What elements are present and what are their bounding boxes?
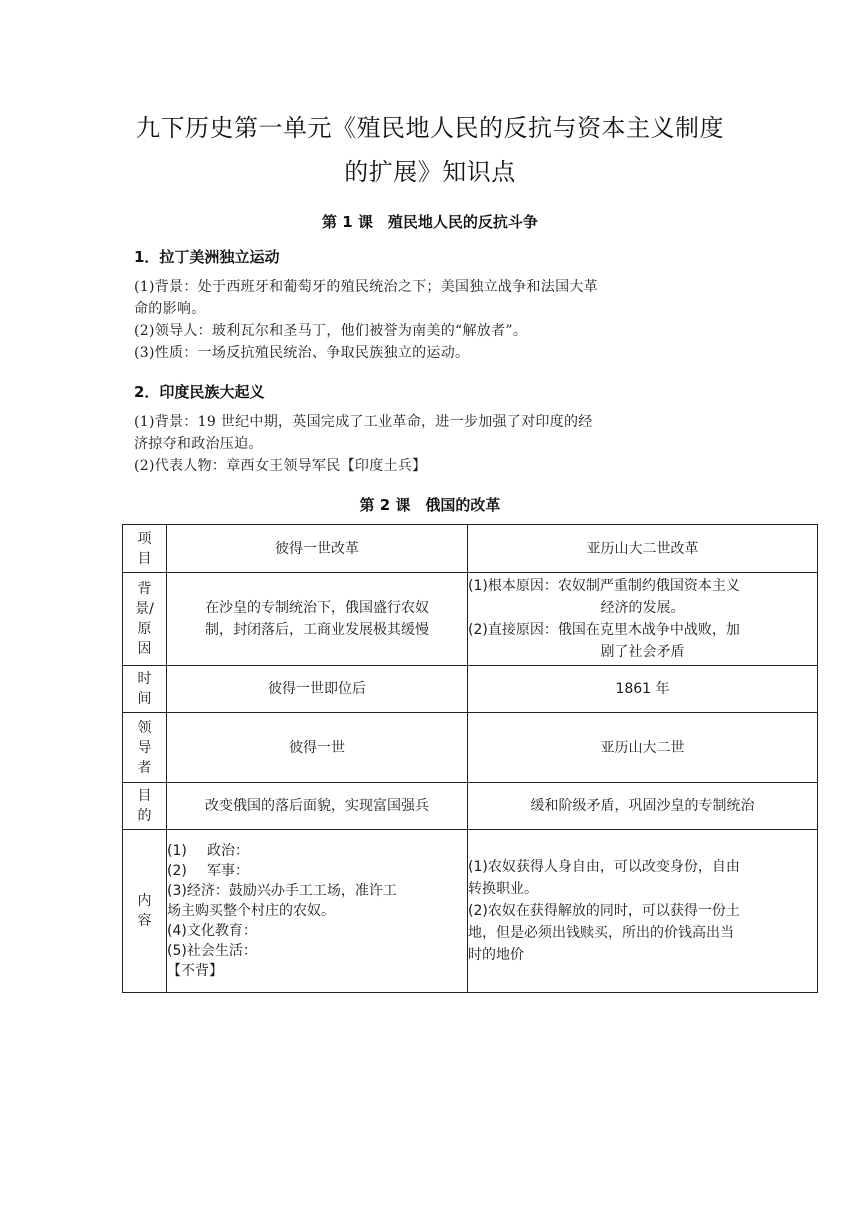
label-char: 时: [137, 671, 152, 687]
table-cell-label: [123, 666, 167, 713]
label-char: 者: [137, 759, 152, 776]
table-cell-peter: 彼得一世: [167, 713, 468, 783]
cell-line: [167, 841, 467, 861]
label-char: 的: [137, 808, 152, 824]
cell-line: 剧了社会矛盾: [600, 644, 685, 660]
table-cell-peter: [167, 573, 468, 666]
table-header-row: [123, 525, 818, 573]
label-char: 目: [137, 788, 152, 804]
table-row: [123, 666, 818, 713]
cell-line: 地，但是必须出钱赎买，所出的价钱高出当: [468, 925, 734, 941]
table-cell-alexander: [468, 830, 818, 993]
cell-line: 在沙皇的专制统治下，俄国盛行农奴: [205, 600, 429, 616]
paragraph-line: 命的影响。: [134, 301, 206, 317]
paragraph-line: (1)背景：处于西班牙和葡萄牙的殖民统治之下；美国独立战争和法国大革: [134, 279, 599, 295]
table-row: [123, 713, 818, 783]
list-number: (2): [167, 863, 187, 879]
cell-line: (1)根本原因：农奴制严重制约俄国资本主义: [468, 578, 740, 594]
document-title-line-2: 的扩展》知识点: [344, 158, 516, 186]
cell-line: 制，封闭落后，工商业发展极其缓慢: [205, 622, 429, 638]
label-char: 因: [137, 641, 152, 657]
table-cell-alexander: 1861 年: [468, 666, 818, 713]
table-row: [123, 573, 818, 666]
label-char: 原: [137, 621, 152, 637]
section-1-body: [134, 276, 734, 364]
paragraph-line: (3)性质：一场反抗殖民统治、争取民族独立的运动。: [134, 345, 470, 361]
table-row: [123, 830, 818, 993]
table-cell-label: [123, 830, 167, 993]
section-2-heading: 2．印度民族大起义: [134, 383, 265, 401]
lesson-1-heading: 第 1 课 殖民地人民的反抗斗争: [322, 213, 538, 231]
cell-line: (2)农奴在获得解放的同时，可以获得一份土: [468, 903, 740, 919]
document-title-line-1: 九下历史第一单元《殖民地人民的反抗与资本主义制度: [136, 114, 724, 142]
reform-comparison-table: [122, 524, 818, 993]
table-cell-label: [123, 783, 167, 830]
label-char: 项: [137, 530, 152, 547]
table-header-peter: 彼得一世改革: [167, 525, 468, 573]
label-char: 容: [137, 913, 152, 929]
paragraph-line: (1)背景：19 世纪中期，英国完成了工业革命，进一步加强了对印度的经: [134, 414, 593, 430]
label-char: 内: [137, 893, 152, 909]
list-number: (1): [167, 843, 187, 859]
label-char: 导: [137, 739, 152, 756]
table-cell-alexander: 亚历山大二世: [468, 713, 818, 783]
label-char: 间: [137, 691, 152, 707]
cell-line: (3)经济：鼓励兴办手工工场，准许工: [167, 883, 397, 899]
section-1-heading: 1．拉丁美洲独立运动: [134, 248, 280, 266]
cell-line: (2)直接原因：俄国在克里木战争中战败，加: [468, 622, 740, 638]
table-cell-alexander: 缓和阶级矛盾，巩固沙皇的专制统治: [468, 783, 818, 830]
cell-line: [167, 861, 467, 881]
paragraph-line: (2)代表人物：章西女王领导军民【印度土兵】: [134, 458, 427, 474]
label-char: 领: [137, 719, 152, 736]
cell-line: 经济的发展。: [600, 600, 685, 616]
table-row: [123, 783, 818, 830]
cell-line: (1)农奴获得人身自由，可以改变身份，自由: [468, 859, 740, 875]
table-cell-peter: 改变俄国的落后面貌，实现富国强兵: [167, 783, 468, 830]
cell-line: (4)文化教育：: [167, 923, 257, 939]
lesson-2-heading: 第 2 课 俄国的改革: [359, 496, 501, 514]
paragraph-line: 济掠夺和政治压迫。: [134, 436, 263, 452]
section-2-body: [134, 411, 734, 477]
table-cell-label: [123, 573, 167, 666]
table-cell-label: [123, 525, 167, 573]
label-char: 景/: [135, 601, 154, 617]
table-cell-alexander: [468, 573, 818, 666]
list-text: 军事：: [207, 863, 249, 879]
paragraph-line: (2)领导人：玻利瓦尔和圣马丁，他们被誉为南美的“解放者”。: [134, 323, 528, 339]
list-text: 政治：: [207, 843, 249, 859]
cell-line: 时的地价: [468, 947, 524, 963]
cell-line: 【不背】: [167, 963, 223, 979]
table-cell-label: [123, 713, 167, 783]
table-cell-peter: [167, 830, 468, 993]
cell-line: 转换职业。: [468, 881, 538, 897]
table-cell-peter: 彼得一世即位后: [167, 666, 468, 713]
cell-line: 场主购买整个村庄的农奴。: [167, 903, 335, 919]
label-char: 背: [137, 581, 152, 597]
table-header-alexander: 亚历山大二世改革: [468, 525, 818, 573]
label-char: 目: [137, 550, 152, 567]
cell-line: (5)社会生活：: [167, 943, 257, 959]
